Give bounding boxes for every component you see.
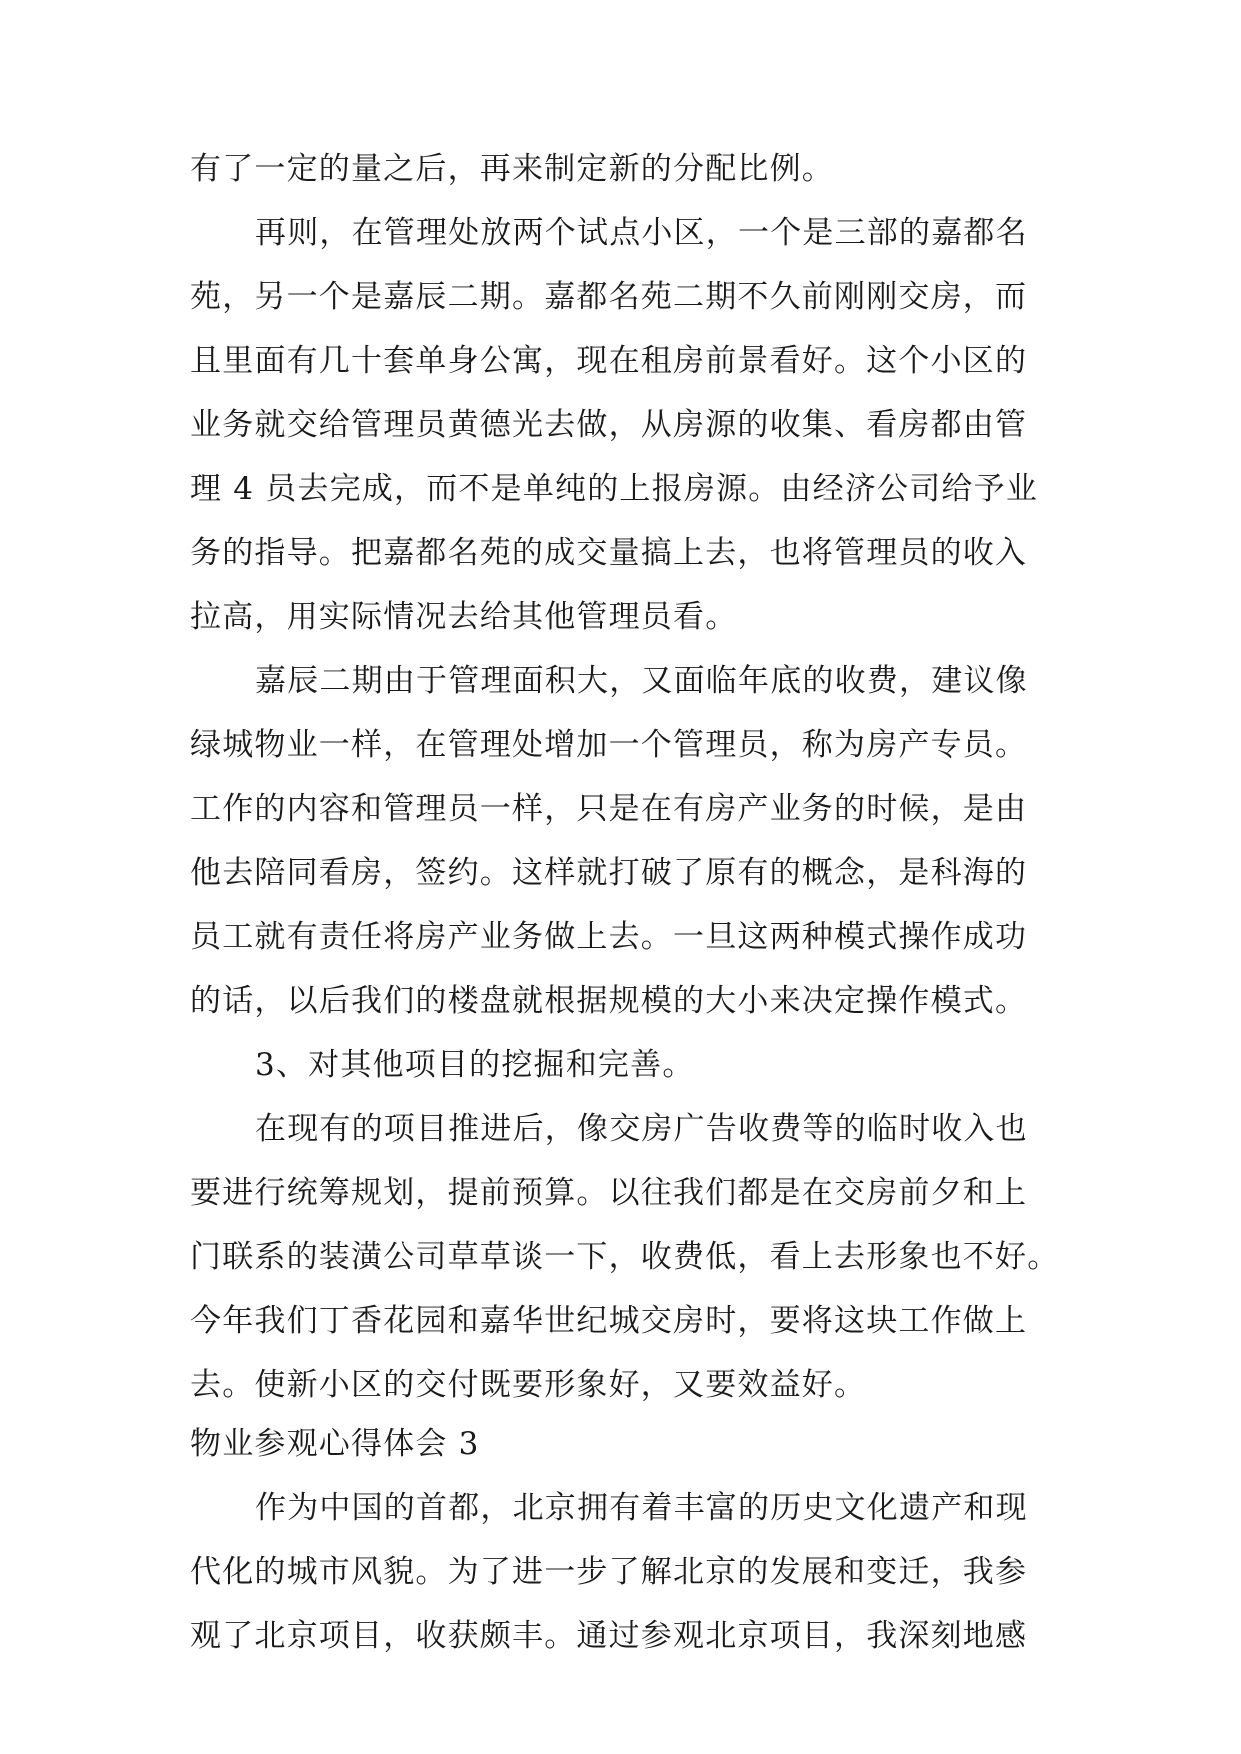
text-line: 作为中国的首都，北京拥有着丰富的历史文化遗产和现: [255, 1490, 1028, 1526]
text-line: 再则，在管理处放两个试点小区，一个是三部的嘉都名: [255, 215, 1028, 251]
article-title: 物业参观心得体会 3: [190, 1426, 480, 1462]
text-line: 门联系的装潢公司草草谈一下，收费低，看上去形象也不好。: [190, 1239, 1060, 1275]
text-line: 业务就交给管理员黄德光去做，从房源的收集、看房都由管: [190, 407, 1028, 443]
text-line: 员工就有责任将房产业务做上去。一旦这两种模式操作成功: [190, 919, 1028, 955]
text-line: 且里面有几十套单身公寓，现在租房前景看好。这个小区的: [190, 343, 1028, 379]
text-line: 的话，以后我们的楼盘就根据规模的大小来决定操作模式。: [190, 983, 1028, 1019]
text-line: 工作的内容和管理员一样，只是在有房产业务的时候，是由: [190, 791, 1028, 827]
text-line: 今年我们丁香花园和嘉华世纪城交房时，要将这块工作做上: [190, 1303, 1028, 1339]
text-line: 代化的城市风貌。为了进一步了解北京的发展和变迁，我参: [190, 1554, 1028, 1590]
text-line: 绿城物业一样，在管理处增加一个管理员，称为房产专员。: [190, 727, 1028, 763]
text-line: 在现有的项目推进后，像交房广告收费等的临时收入也: [255, 1111, 1028, 1147]
text-line: 有了一定的量之后，再来制定新的分配比例。: [190, 151, 834, 187]
text-line: 拉高，用实际情况去给其他管理员看。: [190, 599, 738, 635]
text-line: 他去陪同看房，签约。这样就打破了原有的概念，是科海的: [190, 855, 1028, 891]
text-line: 要进行统筹规划，提前预算。以往我们都是在交房前夕和上: [190, 1175, 1028, 1211]
text-line: 去。使新小区的交付既要形象好，又要效益好。: [190, 1367, 867, 1403]
text-line: 苑，另一个是嘉辰二期。嘉都名苑二期不久前刚刚交房，而: [190, 279, 1028, 315]
text-line: 观了北京项目，收获颇丰。通过参观北京项目，我深刻地感: [190, 1618, 1028, 1654]
section-heading: 3、对其他项目的挖掘和完善。: [255, 1047, 695, 1083]
text-line: 务的指导。把嘉都名苑的成交量搞上去，也将管理员的收入: [190, 535, 1028, 571]
text-line: 理 4 员去完成，而不是单纯的上报房源。由经济公司给予业: [190, 471, 1039, 507]
text-line: 嘉辰二期由于管理面积大，又面临年底的收费，建议像: [255, 663, 1028, 699]
